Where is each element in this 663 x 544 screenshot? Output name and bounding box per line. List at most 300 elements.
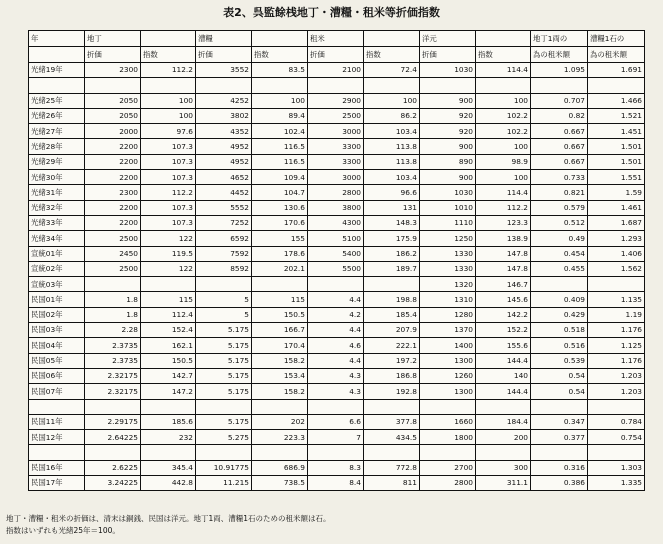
table-row [29, 476, 645, 491]
value-cell: 102.4 [252, 124, 308, 139]
table-row [29, 185, 645, 200]
header-cell [476, 31, 531, 47]
value-cell [252, 399, 308, 414]
value-cell: 345.4 [141, 460, 196, 475]
value-cell: 198.8 [364, 292, 420, 307]
price-index-table [28, 30, 645, 491]
value-cell: 184.4 [476, 414, 531, 429]
value-cell: 2700 [420, 460, 476, 475]
value-cell: 1.19 [588, 307, 645, 322]
value-cell: 102.2 [476, 108, 531, 123]
value-cell: 2100 [308, 63, 364, 78]
table-row [29, 353, 645, 368]
value-cell: 2300 [85, 63, 141, 78]
value-cell: 0.512 [531, 215, 588, 230]
value-cell: 150.5 [141, 353, 196, 368]
value-cell: 145.6 [476, 292, 531, 307]
value-cell [364, 399, 420, 414]
value-cell [531, 445, 588, 460]
value-cell: 5400 [308, 246, 364, 261]
value-cell: 1.335 [588, 476, 645, 491]
value-cell: 0.754 [588, 430, 645, 445]
value-cell: 5.175 [196, 323, 252, 338]
value-cell: 100 [141, 93, 196, 108]
value-cell: 103.4 [364, 170, 420, 185]
table-row [29, 277, 645, 292]
value-cell: 1.461 [588, 200, 645, 215]
value-cell [588, 78, 645, 93]
value-cell: 3.24225 [85, 476, 141, 491]
value-cell: 10.91775 [196, 460, 252, 475]
value-cell: 8.4 [308, 476, 364, 491]
value-cell: 7 [308, 430, 364, 445]
value-cell: 0.54 [531, 384, 588, 399]
value-cell: 1.551 [588, 170, 645, 185]
value-cell: 1320 [420, 277, 476, 292]
value-cell: 4652 [196, 170, 252, 185]
table-row [29, 170, 645, 185]
value-cell: 4952 [196, 139, 252, 154]
value-cell: 4952 [196, 154, 252, 169]
header-cell: 租米 [308, 31, 364, 47]
year-cell: 宣統01年 [29, 246, 85, 261]
value-cell: 1310 [420, 292, 476, 307]
value-cell: 0.733 [531, 170, 588, 185]
value-cell: 5 [196, 292, 252, 307]
value-cell: 0.707 [531, 93, 588, 108]
value-cell: 2.32175 [85, 384, 141, 399]
table-row [29, 445, 645, 460]
year-cell: 民国16年 [29, 460, 85, 475]
value-cell: 4452 [196, 185, 252, 200]
value-cell: 0.54 [531, 368, 588, 383]
value-cell: 192.8 [364, 384, 420, 399]
value-cell: 0.386 [531, 476, 588, 491]
value-cell: 150.5 [252, 307, 308, 322]
value-cell: 2200 [85, 139, 141, 154]
value-cell: 186.2 [364, 246, 420, 261]
value-cell: 1.466 [588, 93, 645, 108]
value-cell: 0.49 [531, 231, 588, 246]
value-cell: 2.64225 [85, 430, 141, 445]
value-cell [420, 445, 476, 460]
value-cell: 890 [420, 154, 476, 169]
value-cell: 2000 [85, 124, 141, 139]
value-cell: 2800 [308, 185, 364, 200]
value-cell: 1.203 [588, 368, 645, 383]
value-cell: 147.8 [476, 261, 531, 276]
value-cell: 107.3 [141, 200, 196, 215]
value-cell: 8.3 [308, 460, 364, 475]
value-cell: 4.4 [308, 353, 364, 368]
value-cell: 119.5 [141, 246, 196, 261]
value-cell: 11.215 [196, 476, 252, 491]
value-cell: 900 [420, 93, 476, 108]
header-cell: 指数 [252, 47, 308, 63]
value-cell: 377.8 [364, 414, 420, 429]
value-cell: 170.4 [252, 338, 308, 353]
year-cell: 光緒32年 [29, 200, 85, 215]
value-cell: 1.562 [588, 261, 645, 276]
table-row [29, 338, 645, 353]
value-cell: 5.175 [196, 368, 252, 383]
value-cell: 0.516 [531, 338, 588, 353]
value-cell: 107.3 [141, 215, 196, 230]
value-cell: 920 [420, 124, 476, 139]
value-cell: 147.8 [476, 246, 531, 261]
value-cell [364, 277, 420, 292]
value-cell: 2.6225 [85, 460, 141, 475]
value-cell [531, 78, 588, 93]
value-cell: 2500 [85, 231, 141, 246]
value-cell: 1.176 [588, 353, 645, 368]
value-cell [476, 445, 531, 460]
value-cell: 109.4 [252, 170, 308, 185]
value-cell: 0.409 [531, 292, 588, 307]
year-cell: 民国07年 [29, 384, 85, 399]
value-cell: 104.7 [252, 185, 308, 200]
value-cell: 0.377 [531, 430, 588, 445]
value-cell: 100 [476, 93, 531, 108]
year-cell: 光緒30年 [29, 170, 85, 185]
value-cell: 434.5 [364, 430, 420, 445]
value-cell: 4252 [196, 93, 252, 108]
value-cell [308, 277, 364, 292]
header-cell: 折価 [420, 47, 476, 63]
year-cell: 光緒34年 [29, 231, 85, 246]
value-cell: 1.8 [85, 292, 141, 307]
table-row [29, 154, 645, 169]
value-cell: 6592 [196, 231, 252, 246]
value-cell: 138.9 [476, 231, 531, 246]
value-cell: 107.3 [141, 139, 196, 154]
value-cell [252, 277, 308, 292]
table-row [29, 261, 645, 276]
value-cell: 5552 [196, 200, 252, 215]
value-cell: 100 [476, 139, 531, 154]
value-cell: 1.293 [588, 231, 645, 246]
value-cell: 158.2 [252, 353, 308, 368]
value-cell: 155 [252, 231, 308, 246]
value-cell [85, 399, 141, 414]
table-row [29, 93, 645, 108]
value-cell: 116.5 [252, 139, 308, 154]
header-cell: 地丁1両の [531, 31, 588, 47]
value-cell [364, 78, 420, 93]
value-cell: 1280 [420, 307, 476, 322]
value-cell: 2800 [420, 476, 476, 491]
table-row [29, 124, 645, 139]
value-cell: 116.5 [252, 154, 308, 169]
year-cell: 民国12年 [29, 430, 85, 445]
value-cell: 96.6 [364, 185, 420, 200]
value-cell: 7252 [196, 215, 252, 230]
value-cell: 1800 [420, 430, 476, 445]
year-cell: 民国01年 [29, 292, 85, 307]
value-cell: 0.667 [531, 154, 588, 169]
header-cell: 洋元 [420, 31, 476, 47]
value-cell: 0.821 [531, 185, 588, 200]
value-cell [85, 277, 141, 292]
value-cell [141, 277, 196, 292]
note-line: 地丁・漕糧・租米の折価は、清末は銅銭、民国は洋元。地丁1両、漕糧1石のための租米額は石。 [6, 514, 331, 523]
value-cell: 189.7 [364, 261, 420, 276]
value-cell: 4.2 [308, 307, 364, 322]
value-cell: 1330 [420, 246, 476, 261]
table-row [29, 307, 645, 322]
value-cell: 1.59 [588, 185, 645, 200]
value-cell: 0.579 [531, 200, 588, 215]
value-cell: 1660 [420, 414, 476, 429]
value-cell: 113.8 [364, 139, 420, 154]
value-cell: 166.7 [252, 323, 308, 338]
table-row [29, 108, 645, 123]
year-cell: 光緒27年 [29, 124, 85, 139]
value-cell [252, 445, 308, 460]
year-cell: 宣統03年 [29, 277, 85, 292]
value-cell: 738.5 [252, 476, 308, 491]
value-cell: 123.3 [476, 215, 531, 230]
value-cell: 1110 [420, 215, 476, 230]
value-cell: 142.7 [141, 368, 196, 383]
value-cell: 97.6 [141, 124, 196, 139]
value-cell: 1.406 [588, 246, 645, 261]
value-cell [588, 445, 645, 460]
value-cell: 86.2 [364, 108, 420, 123]
value-cell: 112.2 [141, 63, 196, 78]
value-cell: 1.451 [588, 124, 645, 139]
value-cell: 202 [252, 414, 308, 429]
value-cell: 113.8 [364, 154, 420, 169]
value-cell: 1400 [420, 338, 476, 353]
value-cell [420, 78, 476, 93]
value-cell: 144.4 [476, 384, 531, 399]
value-cell: 112.2 [476, 200, 531, 215]
value-cell: 152.4 [141, 323, 196, 338]
value-cell [196, 445, 252, 460]
value-cell: 5500 [308, 261, 364, 276]
value-cell: 4.4 [308, 323, 364, 338]
value-cell: 3000 [308, 124, 364, 139]
value-cell: 83.5 [252, 63, 308, 78]
value-cell: 0.82 [531, 108, 588, 123]
value-cell: 8592 [196, 261, 252, 276]
value-cell: 130.6 [252, 200, 308, 215]
value-cell: 1250 [420, 231, 476, 246]
value-cell [141, 399, 196, 414]
header-cell: 漕糧1石の [588, 31, 645, 47]
value-cell: 5.175 [196, 353, 252, 368]
value-cell: 100 [364, 93, 420, 108]
value-cell: 72.4 [364, 63, 420, 78]
value-cell [588, 277, 645, 292]
value-cell: 107.3 [141, 154, 196, 169]
value-cell: 4.3 [308, 368, 364, 383]
value-cell: 3800 [308, 200, 364, 215]
value-cell: 178.6 [252, 246, 308, 261]
value-cell [531, 399, 588, 414]
value-cell: 1260 [420, 368, 476, 383]
value-cell: 5.175 [196, 338, 252, 353]
value-cell: 2500 [85, 261, 141, 276]
value-cell [420, 399, 476, 414]
value-cell: 222.1 [364, 338, 420, 353]
header-cell: 漕糧 [196, 31, 252, 47]
value-cell: 147.2 [141, 384, 196, 399]
value-cell [196, 399, 252, 414]
value-cell: 0.455 [531, 261, 588, 276]
value-cell: 202.1 [252, 261, 308, 276]
value-cell: 920 [420, 108, 476, 123]
table-header-row [29, 31, 645, 47]
value-cell: 3300 [308, 154, 364, 169]
header-cell: 年 [29, 31, 85, 47]
value-cell: 112.4 [141, 307, 196, 322]
value-cell [308, 399, 364, 414]
value-cell: 148.3 [364, 215, 420, 230]
value-cell [196, 78, 252, 93]
value-cell: 131 [364, 200, 420, 215]
value-cell: 1.203 [588, 384, 645, 399]
value-cell: 2.28 [85, 323, 141, 338]
table-header-row [29, 47, 645, 63]
value-cell: 1.125 [588, 338, 645, 353]
value-cell [196, 277, 252, 292]
value-cell: 1.501 [588, 154, 645, 169]
value-cell: 2200 [85, 170, 141, 185]
value-cell: 152.2 [476, 323, 531, 338]
header-cell: 折価 [308, 47, 364, 63]
year-cell: 民国06年 [29, 368, 85, 383]
value-cell: 3300 [308, 139, 364, 154]
value-cell: 102.2 [476, 124, 531, 139]
value-cell: 1030 [420, 185, 476, 200]
header-cell [29, 47, 85, 63]
value-cell: 4.4 [308, 292, 364, 307]
value-cell: 1.303 [588, 460, 645, 475]
value-cell: 3000 [308, 170, 364, 185]
value-cell: 0.667 [531, 139, 588, 154]
table-row [29, 399, 645, 414]
year-cell: 民国02年 [29, 307, 85, 322]
value-cell: 162.1 [141, 338, 196, 353]
table-row [29, 460, 645, 475]
value-cell: 2450 [85, 246, 141, 261]
year-cell: 光緒28年 [29, 139, 85, 154]
value-cell: 155.6 [476, 338, 531, 353]
table-row [29, 139, 645, 154]
value-cell: 115 [252, 292, 308, 307]
year-cell [29, 445, 85, 460]
table-row [29, 430, 645, 445]
year-cell: 光緒26年 [29, 108, 85, 123]
value-cell [588, 399, 645, 414]
header-cell: 為の租米額 [588, 47, 645, 63]
table-row [29, 63, 645, 78]
value-cell: 2.3735 [85, 338, 141, 353]
value-cell: 89.4 [252, 108, 308, 123]
year-cell: 宣統02年 [29, 261, 85, 276]
value-cell: 1.8 [85, 307, 141, 322]
value-cell: 200 [476, 430, 531, 445]
header-cell: 指数 [141, 47, 196, 63]
header-cell: 指数 [364, 47, 420, 63]
value-cell: 1.135 [588, 292, 645, 307]
value-cell: 0.429 [531, 307, 588, 322]
value-cell: 2.32175 [85, 368, 141, 383]
year-cell: 民国11年 [29, 414, 85, 429]
value-cell: 122 [141, 261, 196, 276]
value-cell: 1.521 [588, 108, 645, 123]
value-cell: 122 [141, 231, 196, 246]
value-cell: 7592 [196, 246, 252, 261]
value-cell: 175.9 [364, 231, 420, 246]
value-cell: 142.2 [476, 307, 531, 322]
value-cell: 1010 [420, 200, 476, 215]
value-cell [85, 445, 141, 460]
value-cell: 144.4 [476, 353, 531, 368]
value-cell: 1.501 [588, 139, 645, 154]
header-cell: 地丁 [85, 31, 141, 47]
header-cell [364, 31, 420, 47]
value-cell: 772.8 [364, 460, 420, 475]
value-cell: 1.095 [531, 63, 588, 78]
header-cell: 折価 [85, 47, 141, 63]
table-row [29, 231, 645, 246]
value-cell: 2.29175 [85, 414, 141, 429]
value-cell: 197.2 [364, 353, 420, 368]
value-cell: 1300 [420, 353, 476, 368]
table-row [29, 200, 645, 215]
year-cell: 光緒25年 [29, 93, 85, 108]
table-row [29, 292, 645, 307]
value-cell: 1300 [420, 384, 476, 399]
value-cell: 1030 [420, 63, 476, 78]
value-cell: 0.784 [588, 414, 645, 429]
value-cell: 3552 [196, 63, 252, 78]
value-cell [141, 78, 196, 93]
value-cell [364, 445, 420, 460]
table-row [29, 323, 645, 338]
value-cell: 186.8 [364, 368, 420, 383]
value-cell: 2200 [85, 215, 141, 230]
value-cell: 107.3 [141, 170, 196, 185]
value-cell [531, 277, 588, 292]
value-cell: 185.6 [141, 414, 196, 429]
value-cell: 2500 [308, 108, 364, 123]
value-cell: 2900 [308, 93, 364, 108]
year-cell: 光緒29年 [29, 154, 85, 169]
value-cell: 1330 [420, 261, 476, 276]
value-cell: 0.316 [531, 460, 588, 475]
value-cell: 686.9 [252, 460, 308, 475]
value-cell [308, 445, 364, 460]
year-cell: 民国04年 [29, 338, 85, 353]
value-cell: 100 [141, 108, 196, 123]
header-cell [141, 31, 196, 47]
year-cell: 光緒31年 [29, 185, 85, 200]
header-cell: 為の租米額 [531, 47, 588, 63]
value-cell: 185.4 [364, 307, 420, 322]
table-row [29, 384, 645, 399]
value-cell: 0.518 [531, 323, 588, 338]
value-cell: 4.6 [308, 338, 364, 353]
header-cell: 指数 [476, 47, 531, 63]
header-cell [252, 31, 308, 47]
year-cell: 民国03年 [29, 323, 85, 338]
value-cell: 4.3 [308, 384, 364, 399]
value-cell: 0.539 [531, 353, 588, 368]
